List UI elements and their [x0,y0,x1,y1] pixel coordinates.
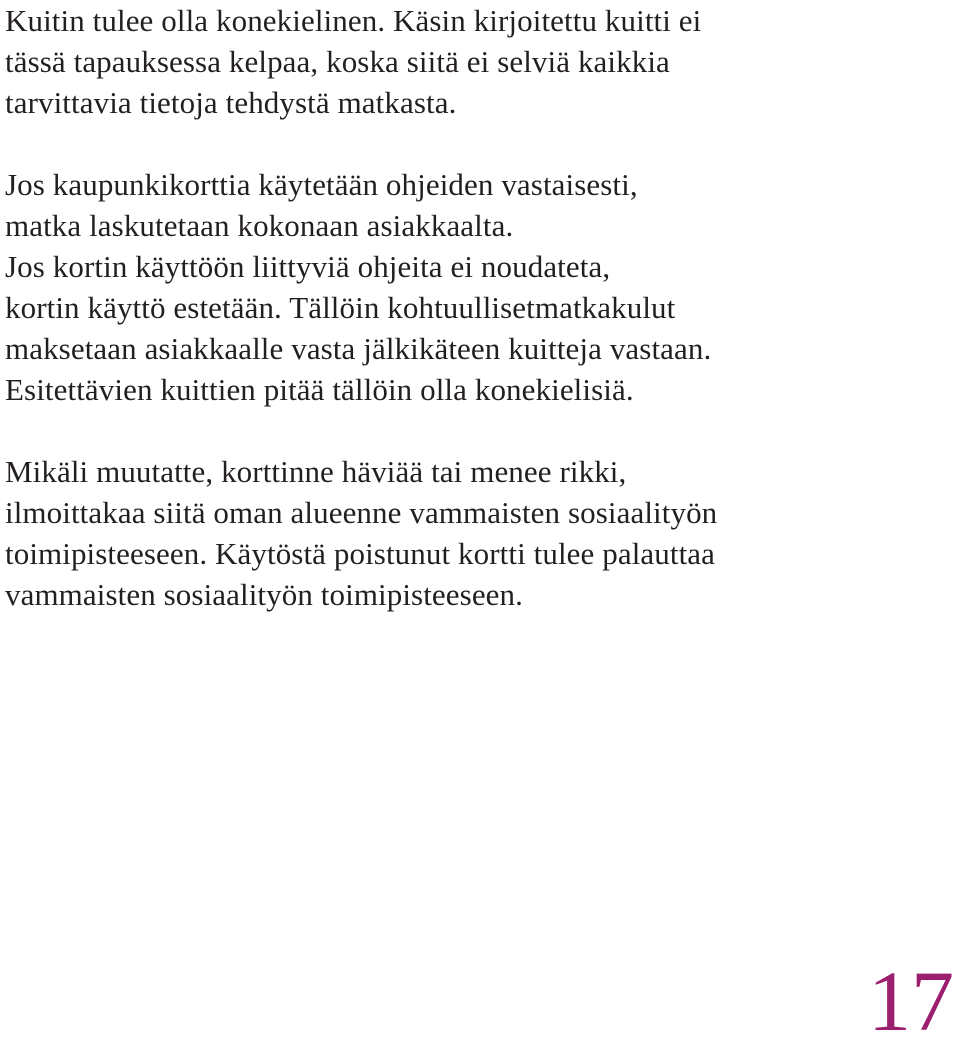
text-line: vammaisten sosiaalityön toimipisteeseen. [5,577,523,612]
text-line: toimipisteeseen. Käytöstä poistunut kortti tulee palauttaa [5,536,716,571]
text-line: matka laskutetaan kokonaan asiakkaalta. [5,208,514,243]
paragraph-card-misuse [5,164,711,410]
text-line: tarvittavia tietoja tehdystä matkasta. [5,85,457,120]
text-line: Kuitin tulee olla konekielinen. Käsin kirjoitettu kuitti ei [5,3,702,38]
paragraph-receipt [5,0,701,123]
text-line: Jos kaupunkikorttia käytetään ohjeiden vastaisesti, [5,167,638,202]
text-line: maksetaan asiakkaalle vasta jälkikäteen kuitteja vastaan. [5,331,712,366]
text-line: ilmoittakaa siitä oman alueenne vammaisten sosiaalityön [5,495,718,530]
text-line: Jos kortin käyttöön liittyviä ohjeita ei noudateta, [5,249,611,284]
text-line: Esitettävien kuittien pitää tällöin olla konekielisiä. [5,372,634,407]
page-number: 17 [868,953,954,1049]
text-line: kortin käyttö estetään. Tällöin kohtuullisetmatkakulut [5,290,676,325]
paragraph-lost-card [5,451,717,615]
text-line: Mikäli muutatte, korttinne häviää tai menee rikki, [5,454,627,489]
text-line: tässä tapauksessa kelpaa, koska siitä ei selviä kaikkia [5,44,670,79]
